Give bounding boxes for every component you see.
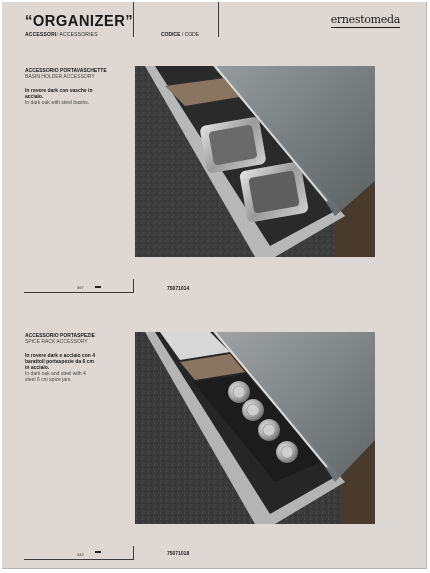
section-1-desc-it: In rovere dark con vasche in acciaio. (25, 88, 93, 100)
code-label-it: CODICE (161, 32, 181, 38)
section-2-title-it: ACCESSORIO PORTASPEZIE (25, 333, 95, 339)
section-2-desc-it: In rovere dark e acciaio con 4 barattoli portaspezie da 6 cm in acciaio. (25, 353, 96, 371)
section-1-title-it: ACCESSORIO PORTAVASCHETTE (25, 68, 107, 74)
section-1-description (25, 88, 97, 106)
section-1-footer-rule (24, 292, 134, 293)
section-1-title-en: BASIN HOLDER ACCESSORY (25, 74, 95, 80)
category-label-it: ACCESSORI (25, 32, 57, 38)
section-1-code: 75071014 (167, 286, 190, 292)
catalog-page (2, 2, 427, 569)
section-2-photo (135, 332, 375, 524)
section-2-footer-divider (133, 546, 134, 560)
header-divider-left (133, 2, 134, 37)
header-divider-right (218, 2, 219, 37)
basin-holder-image (135, 66, 375, 257)
section-2-title (25, 333, 95, 345)
section-2-footer-rule (24, 559, 134, 560)
section-1-photo (135, 66, 375, 257)
brand-logo: ernestomeda (330, 13, 400, 26)
spice-rack-image (135, 332, 375, 524)
page-title: “ORGANIZER” (25, 13, 134, 30)
section-2-page-marker (95, 551, 101, 553)
category-label (25, 32, 98, 38)
section-1-desc-en: In dark oak with steel basins. (25, 100, 90, 106)
section-1-page-marker (95, 286, 101, 288)
section-2-page-number: 342 (77, 552, 84, 557)
code-label-en: / CODE (181, 32, 200, 38)
section-1-page-number: 397 (77, 285, 84, 290)
category-label-en: / ACCESSORIES (56, 32, 98, 38)
section-2-title-en: SPICE RACK ACCESSORY (25, 339, 88, 345)
section-2-desc-en: In dark oak and steel with 4 steel 6 cm spice jars. (25, 371, 86, 383)
code-column-label (161, 32, 199, 38)
section-1-footer-divider (133, 279, 134, 293)
section-2-code: 75071018 (167, 551, 190, 557)
section-1-title (25, 68, 107, 80)
section-2-description (25, 353, 97, 383)
